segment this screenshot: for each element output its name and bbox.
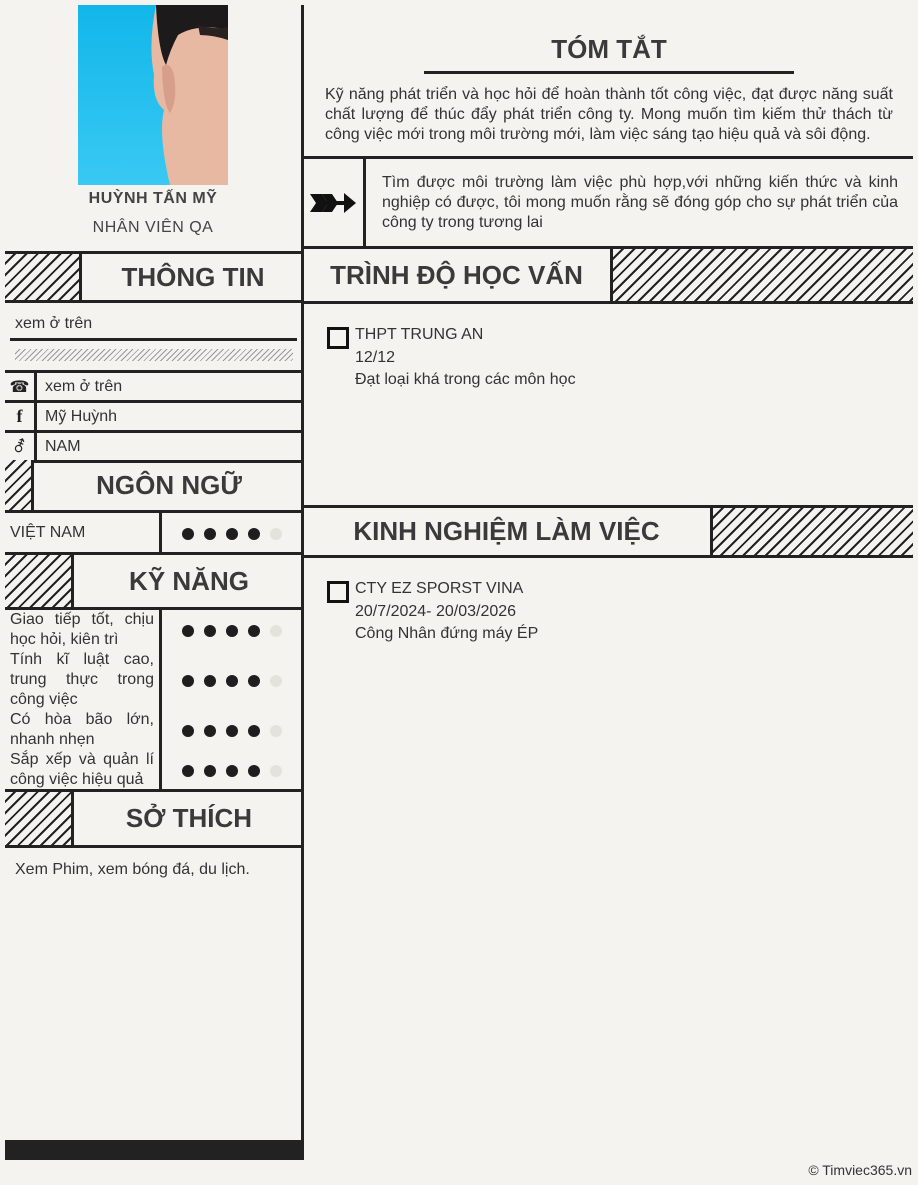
contact-phone: xem ở trên (45, 378, 123, 395)
rating-dot-empty (270, 528, 282, 540)
rating-dot-filled (182, 528, 194, 540)
info-section-header (5, 251, 303, 303)
summary-section-title: TÓM TẮT (551, 33, 667, 64)
rating-dot-filled (226, 625, 238, 637)
hobbies-section-header (5, 792, 303, 848)
skill-rating (182, 724, 292, 742)
experience-section-title: KINH NGHIỆM LÀM VIỆC (353, 516, 660, 546)
contact-gender: NAM (45, 438, 81, 455)
checkbox-icon (327, 581, 349, 603)
experience-company: CTY EZ SPORST VINA (355, 580, 524, 597)
skill-name: Có hòa bão lớn, nhanh nhẹn (10, 711, 154, 748)
rating-dot-filled (204, 765, 216, 777)
language-rating-divider (159, 513, 162, 552)
rating-dot-filled (182, 625, 194, 637)
goal-icon-cell (303, 159, 366, 246)
rating-dot-filled (248, 725, 260, 737)
contact-row-gender (5, 433, 303, 463)
left-footer-bar (5, 1140, 303, 1160)
facebook-icon: f (5, 403, 37, 430)
contact-address: xem ở trên (15, 315, 93, 332)
arrow-icon (308, 188, 358, 218)
contact-table (5, 370, 303, 462)
skill-name: Giao tiếp tốt, chịu học hỏi, kiên trì (10, 611, 154, 648)
hobbies-hatch-block (5, 792, 74, 845)
rating-dot-filled (182, 765, 194, 777)
rating-dot-empty (270, 675, 282, 687)
rating-dot-filled (182, 675, 194, 687)
language-hatch-block (5, 460, 34, 510)
education-section-header (303, 249, 913, 304)
skill-name: Sắp xếp và quản lí công việc hiệu quả (10, 751, 154, 788)
rating-dot-filled (204, 675, 216, 687)
skills-hatch-block (5, 555, 74, 607)
language-rating (182, 527, 292, 545)
skills-rating-divider (159, 610, 162, 789)
contact-facebook: Mỹ Huỳnh (45, 408, 118, 425)
experience-hatch-block (710, 508, 913, 555)
footer-credit[interactable]: © Timviec365.vn (808, 1162, 912, 1178)
language-name: VIỆT NAM (10, 524, 86, 541)
education-section-title: TRÌNH ĐỘ HỌC VẤN (330, 259, 583, 290)
rating-dot-filled (226, 725, 238, 737)
goal-text: Tìm được môi trường làm việc phù hợp,với những kiến thức và kinh nghiệp có được, tôi mong muốn rằng sẽ đóng góp cho sự phát triển của công ty trong tương lai (382, 174, 898, 231)
summary-text: Kỹ năng phát triển và học hỏi để hoàn thành tốt công việc, đạt được năng suất chất lượng để thúc đẩy phát triển công ty. Mong muốn tìm kiếm thử thách từ công việc mới trong môi trường mới, làm việc sáng tạo hiệu quả và sôi động. (325, 86, 893, 143)
education-hatch-block (610, 249, 913, 301)
gender-icon: ⚦ (5, 433, 37, 460)
language-section-title: NGÔN NGỮ (96, 469, 242, 500)
skills-section-header (5, 555, 303, 610)
rating-dot-empty (270, 625, 282, 637)
language-row (5, 513, 303, 555)
info-hatch-block (5, 254, 82, 300)
rating-dot-empty (270, 725, 282, 737)
hobbies-section-title: SỞ THÍCH (125, 803, 253, 833)
address-underline (10, 338, 297, 341)
skill-rating (182, 674, 292, 692)
hobbies-text: Xem Phim, xem bóng đá, du lịch. (15, 861, 250, 878)
contact-row-facebook (5, 403, 303, 433)
rating-dot-filled (182, 725, 194, 737)
rating-dot-filled (248, 675, 260, 687)
experience-detail: Công Nhân đứng máy ÉP (355, 625, 539, 642)
rating-dot-filled (226, 528, 238, 540)
rating-dot-filled (226, 675, 238, 687)
profile-name: HUỲNH TẤN MỸ (88, 190, 218, 207)
contact-row-phone (5, 373, 303, 403)
skills-section-title: KỸ NĂNG (129, 565, 249, 596)
skill-rating (182, 624, 292, 642)
education-detail: Đạt loại khá trong các môn học (355, 371, 576, 388)
decorative-stripe (15, 349, 293, 361)
skill-name: Tính kĩ luật cao, trung thực trong công việc (10, 651, 154, 708)
profile-job-title: NHÂN VIÊN QA (92, 219, 214, 236)
language-section-header (5, 460, 303, 513)
rating-dot-filled (204, 725, 216, 737)
rating-dot-empty (270, 765, 282, 777)
experience-section-header (303, 505, 913, 558)
skill-rating (182, 764, 292, 782)
skills-table (5, 610, 303, 792)
rating-dot-filled (204, 528, 216, 540)
experience-period: 20/7/2024- 20/03/2026 (355, 603, 517, 620)
education-school: THPT TRUNG AN (355, 326, 484, 343)
education-period: 12/12 (355, 349, 396, 366)
phone-icon: ☎ (5, 373, 37, 400)
rating-dot-filled (226, 765, 238, 777)
summary-title-underline (424, 71, 794, 74)
avatar (78, 5, 228, 185)
rating-dot-filled (248, 765, 260, 777)
goal-block (303, 156, 913, 249)
rating-dot-filled (204, 625, 216, 637)
rating-dot-filled (248, 528, 260, 540)
rating-dot-filled (248, 625, 260, 637)
info-section-title: THÔNG TIN (121, 261, 265, 292)
checkbox-icon (327, 327, 349, 349)
